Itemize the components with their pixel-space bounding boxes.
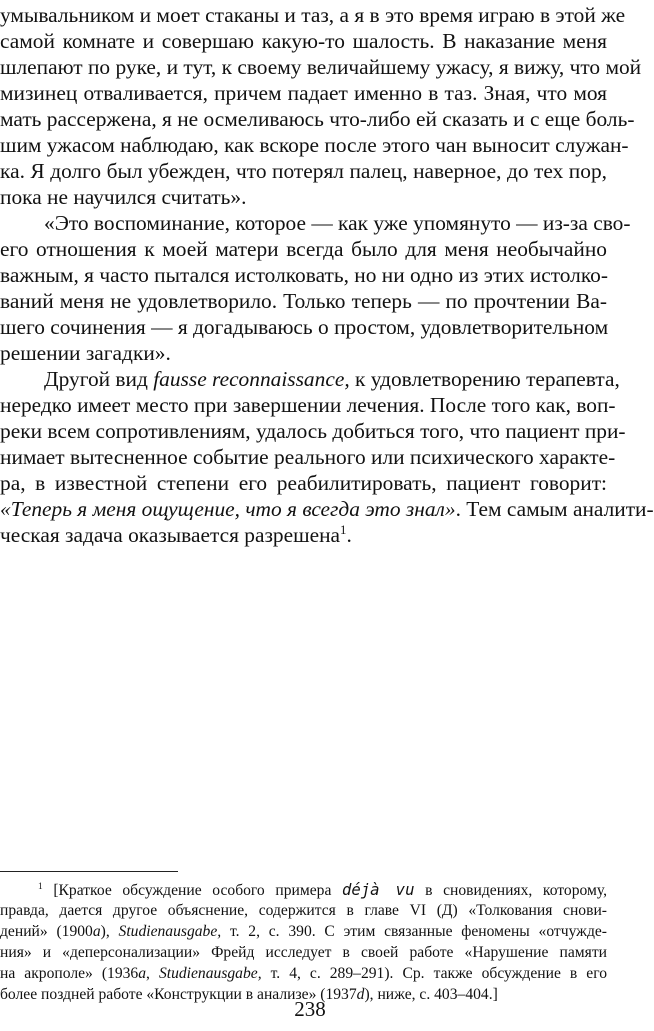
- text-segment: ),: [100, 923, 119, 940]
- text-segment: т. 2, с. 390. С этим связанные феномены «отчужде-: [221, 923, 608, 940]
- text-line: пока не научился считать».: [0, 185, 247, 209]
- italic-letter: d: [356, 986, 365, 1003]
- page-number: 238: [294, 997, 326, 1021]
- text-segment: ческая задача оказывается разрешена: [0, 523, 341, 547]
- paragraph-first-line: «Это воспоминание, которое — как уже упомянуто — из-за сво-: [44, 211, 631, 235]
- text-line: его отношения к моей матери всегда было для меня необычайно: [0, 237, 607, 261]
- text-line: ваний меня не удовлетворило. Только теперь — по прочтении Ва-: [0, 289, 607, 313]
- footnote-line: правда, дается другое объяснение, содержится в главе VI (Д) «Толкования снови-: [0, 902, 607, 919]
- text-line: шего сочинения — я догадываюсь о простом, удовлетворительном: [0, 315, 609, 339]
- text-segment: . Тем самым аналити-: [455, 497, 654, 521]
- footnote-separator: [0, 871, 178, 872]
- text-segment: Другой вид: [44, 367, 154, 391]
- italic-letter: a: [138, 965, 147, 982]
- footnote-marker: 1: [38, 881, 43, 892]
- italic-quote: «Теперь я меня ощущение, что я всегда это знал»: [0, 497, 456, 521]
- foreign-term: déjà vu: [342, 881, 415, 899]
- footnote-line: [0, 964, 607, 984]
- text-line: мать рассержена, я не осмеливаюсь что-либо ей сказать и с еще боль-: [0, 107, 635, 131]
- text-line: шлепают по руке, и тут, к своему величайшему ужасу, я вижу, что мой: [0, 55, 642, 79]
- text-segment: к удовлетворению терапевта,: [349, 367, 620, 391]
- text-segment: [Краткое обсуждение особого примера: [42, 882, 342, 899]
- footnote-line: ния» и «деперсонализации» Фрейд исследует в своей работе «Нарушение памяти: [0, 944, 607, 961]
- text-segment: на акрополе» (1936: [0, 965, 139, 982]
- text-line: нередко имеет место при завершении лечения. После того как, воп-: [0, 393, 616, 417]
- footnote-ref: 1: [340, 522, 347, 537]
- text-line: важным, я часто пытался истолковать, но ни одно из этих истолко-: [0, 263, 608, 287]
- text-segment: дений» (1900: [0, 923, 93, 940]
- text-line: мизинец отваливается, причем падает именно в таз. Зная, что моя: [0, 81, 607, 105]
- text-line: нимает вытесненное событие реального или психического характе-: [0, 445, 616, 469]
- italic-title: Studienausgabe,: [158, 965, 262, 982]
- text-line: ра, в известной степени его реабилитировать, пациент говорит:: [0, 471, 607, 495]
- text-line: решении загадки».: [0, 341, 171, 365]
- footnote-line: [0, 880, 607, 901]
- text-line: реки всем сопротивлениям, удалось добиться того, что пациент при-: [0, 419, 626, 443]
- italic-letter: a: [92, 923, 101, 940]
- footnote-line: [0, 922, 607, 942]
- text-line: самой комнате и совершаю какую-то шалость. В наказание меня: [0, 29, 607, 53]
- text-segment: .: [346, 523, 352, 547]
- text-segment: т. 4, с. 289–291). Ср. также обсуждение в его: [261, 965, 607, 982]
- italic-title: Studienausgabe,: [118, 923, 222, 940]
- text-segment: более поздней работе «Конструкции в анализе» (1937: [0, 986, 357, 1003]
- text-segment: ,: [146, 965, 159, 982]
- text-line: ка. Я долго был убежден, что потерял палец, наверное, до тех пор,: [0, 159, 607, 183]
- text-line: умывальником и моет стаканы и таз, а я в это время играю в этой же: [0, 3, 626, 27]
- paragraph-first-line: [0, 366, 620, 392]
- text-line: [0, 496, 654, 522]
- text-line: шим ужасом наблюдаю, как вскоре после этого чан выносит служан-: [0, 133, 629, 157]
- italic-term: fausse reconnaissance,: [153, 367, 350, 391]
- text-segment: в сновидениях, которому,: [414, 882, 608, 899]
- text-line: [0, 522, 607, 548]
- text-segment: ), ниже, с. 403–404.]: [364, 986, 498, 1003]
